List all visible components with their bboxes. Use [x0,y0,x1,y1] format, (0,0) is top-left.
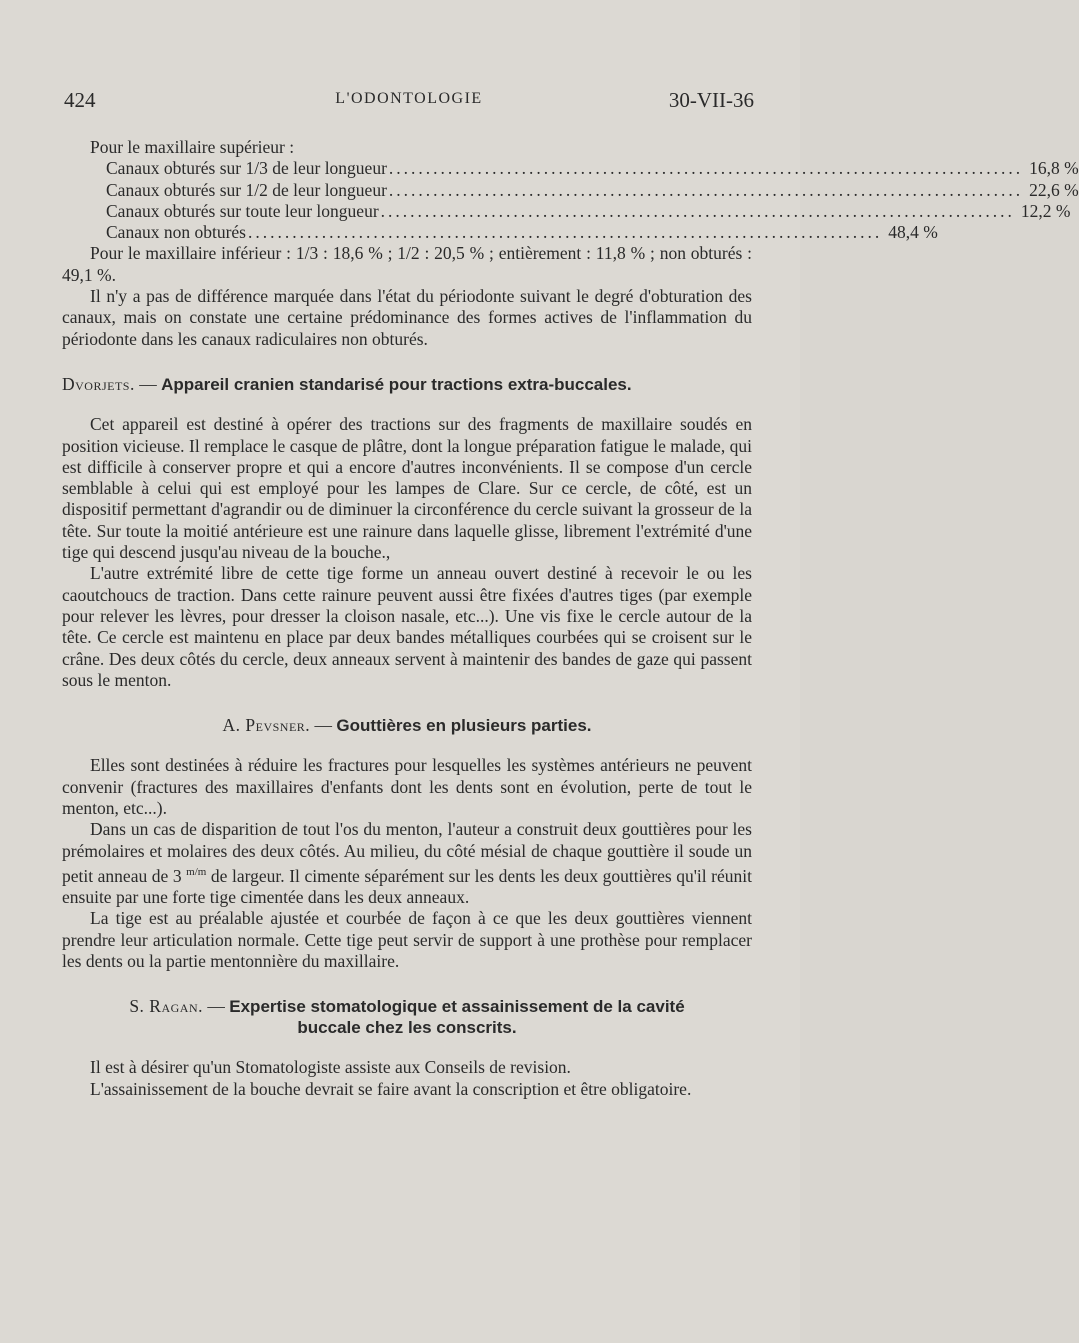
unit-superscript: m/m [186,865,207,878]
table-row [106,179,1079,201]
body-paragraph: La tige est au préalable ajustée et courbée de façon à ce que les deux gouttières viennent prendre leur articulation normale. Cette tige peut servir de support à une prothèse pour remplacer les dents ou la partie mentonnière du maxillaire. [62,908,752,971]
dot-leader: ...................................................................................... [247,222,883,243]
heading-dash: — [134,373,162,394]
page-body [62,137,1079,1100]
body-paragraph: L'assainissement de la bouche devrait se faire avant la conscription et être obligatoire. [90,1078,692,1099]
dot-leader: ...................................................................................... [380,200,1015,221]
section-title: Expertise stomatologique et assainissement de la cavité [229,997,685,1017]
table-row [106,200,1071,222]
row-label: Canaux obturés sur 1/2 de leur longueur [106,179,387,200]
upper-jaw-table [62,158,1079,243]
row-label: Canaux obturés sur toute leur longueur [106,200,379,221]
row-value: 16,8 % [1029,158,1079,179]
issue-date: 30-VII-36 [668,88,754,112]
body-paragraph: Il est à désirer qu'un Stomatologiste assiste aux Conseils de revision. [90,1057,571,1078]
journal-title: L'ODONTOLOGIE [335,90,483,107]
body-paragraph: L'autre extrémité libre de cette tige forme un anneau ouvert destiné à recevoir le ou les caoutchoucs de traction. Dans cette rainure peuvent aussi être fixées d'autres tiges (par exemple pour relever les lèvres, pour dresser la cloison nasale, etc...). Une vis fixe le cercle autour de la tête. Ce cercle est maintenu en place par deux bandes métalliques courbées qui se croisent sur le crâne. Des deux côtés du cercle, deux anneaux servent à maintenir des bandes de gaze qui passent sous le menton. [62,563,752,690]
paragraph-text: de largeur. Il cimente séparément sur les dents les deux gouttières qu'il réunit ensuite par une forte tige cimentée dans les deux anneaux. [62,865,752,908]
section-heading-pevsner [62,715,752,736]
author-name: A. Pevsner. [222,715,311,736]
page-number: 424 [64,88,96,112]
paragraph-text: Dans un cas de disparition de tout l'os du menton, l'auteur a construit deux gouttières pour les prémolaires et molaires des deux côtés. Au milieu, du côté mésial de chaque gouttière il soude un petit anneau de 3 [62,819,752,886]
dot-leader: ...................................................................................... [388,179,1024,200]
dot-leader: ...................................................................................... [388,158,1024,179]
body-paragraph: Elles sont destinées à réduire les fractures pour lesquelles les systèmes antérieurs ne peuvent convenir (fractures des maxillaires d'enfants dont les dents sont en évolution, perte de tout le menton, etc...). [62,755,752,819]
section-title-line-2: buccale chez les conscrits. [297,1018,517,1038]
upper-jaw-intro: Pour le maxillaire supérieur : [90,137,295,157]
body-paragraph [62,819,752,908]
table-row [106,158,1079,179]
periodontium-paragraph: Il n'y a pas de différence marquée dans l'état du périodonte suivant le degré d'obturation des canaux, mais on constate une certaine prédominance des formes actives de l'inflammation du périodonte dans les canaux radiculaires non obturés. [62,286,752,349]
section-title: Gouttières en plusieurs parties. [336,716,592,736]
row-value: 22,6 % [1029,179,1079,200]
section-heading-dvorjets [62,374,752,395]
row-label: Canaux non obturés [106,222,246,243]
body-paragraph: Cet appareil est destiné à opérer des tractions sur des fragments de maxillaire soudés en position vicieuse. Il remplace le casque de plâtre, dont la longue préparation fatigue le malade, qui est difficile à conserver propre et qui a encore d'autres inconvénients. Il se compose d'un cercle semblable à celui qui est employé pour les lampes de Clare. Sur ce cercle, de côté, est un dispositif permettant d'agrandir ou de diminuer la circonférence du cercle suivant la grosseur de la tête. Sur toute la moitié antérieure est une rainure dans laquelle glisse, librement l'extrémité d'une tige qui descend jusqu'au niveau de la bouche., [62,414,752,563]
section-title: Appareil cranien standarisé pour tractions extra-buccales. [161,374,632,394]
section-heading-ragan [62,996,752,1038]
heading-dash: — [203,996,230,1017]
table-row [106,222,938,243]
row-value: 12,2 % [1020,200,1071,221]
author-name: Dvorjets. [62,373,135,394]
lower-jaw-paragraph: Pour le maxillaire inférieur : 1/3 : 18,6 % ; 1/2 : 20,5 % ; entièrement : 11,8 % ; non obturés : 49,1 %. [62,243,752,285]
heading-line-1 [62,996,752,1017]
author-name: S. Ragan. [129,996,204,1017]
heading-dash: — [310,715,337,736]
row-value: 48,4 % [888,222,938,243]
row-label: Canaux obturés sur 1/3 de leur longueur [106,158,387,179]
